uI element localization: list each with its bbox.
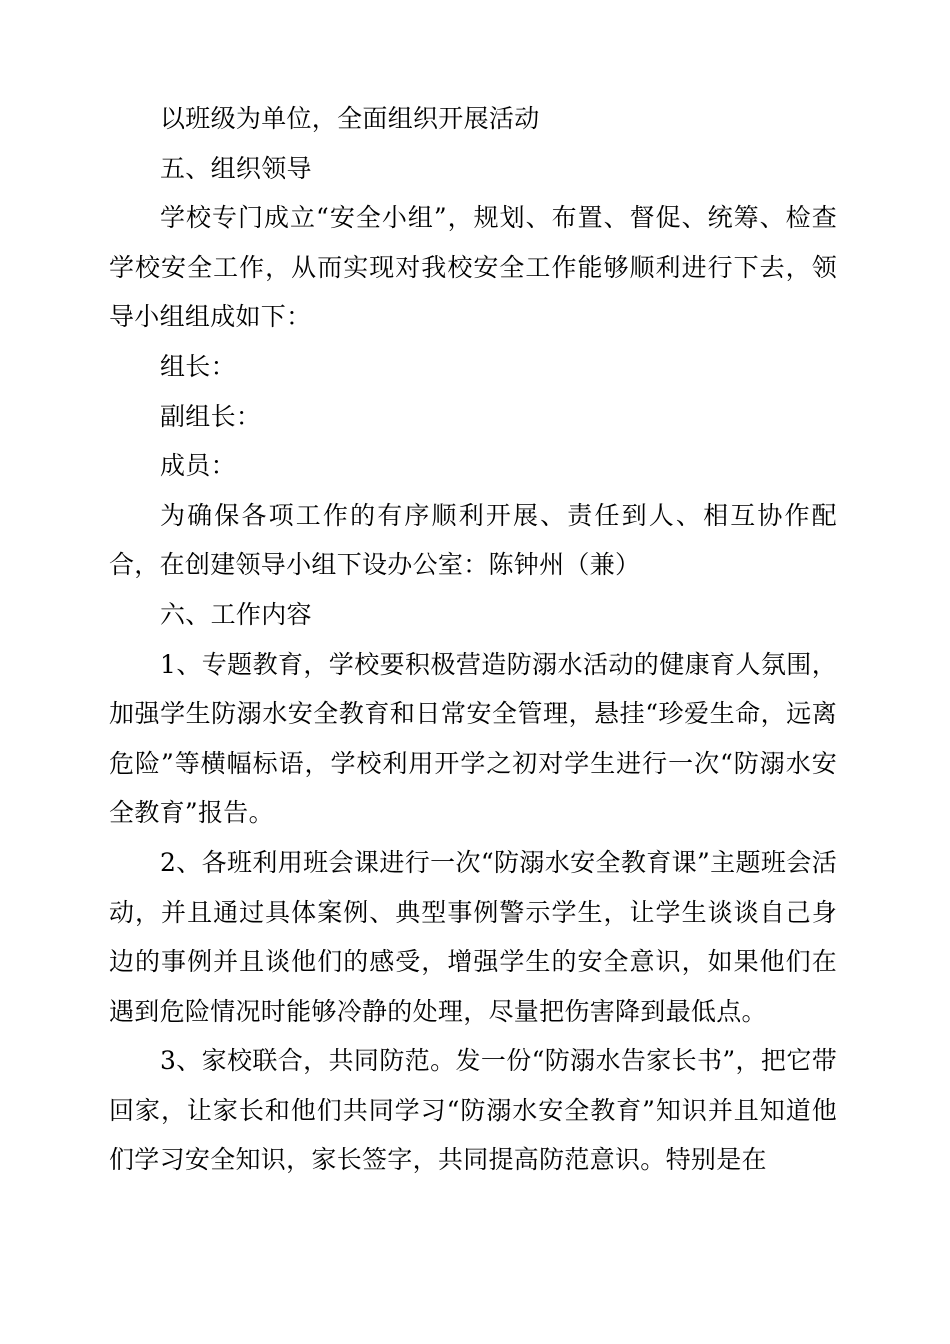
heading-work-content: 六、工作内容	[160, 599, 312, 629]
paragraph-item-2: 2、各班利用班会课进行一次“防溺水安全教育课”主题班会活动，并且通过具体案例、典型事例警示学生，让学生谈谈自己身边的事例并且谈他们的感受，增强学生的安全意识，如果他们在遇到危险情况时能够冷静的处理，尽量把伤害降到最低点。	[109, 847, 837, 1026]
heading-organization-leadership: 五、组织领导	[160, 153, 312, 183]
paragraph-activity-unit: 以班级为单位，全面组织开展活动	[160, 104, 540, 133]
paragraph-safety-group: 学校专门成立“安全小组”，规划、布置、督促、统筹、检查学校安全工作，从而实现对我校安全工作能够顺利进行下去，领导小组组成如下：	[109, 203, 837, 332]
paragraph-item-1: 1、专题教育，学校要积极营造防溺水活动的健康育人氛围，加强学生防溺水安全教育和日常安全管理，悬挂“珍爱生命，远离危险”等横幅标语，学校利用开学之初对学生进行一次“防溺水安全教育”报告。	[109, 649, 837, 828]
paragraph-group-leader: 组长：	[160, 351, 236, 381]
paragraph-office: 为确保各项工作的有序顺利开展、责任到人、相互协作配合，在创建领导小组下设办公室：陈钟州（兼）	[109, 500, 837, 580]
paragraph-members: 成员：	[160, 451, 236, 481]
paragraph-item-3: 3、家校联合，共同防范。发一份“防溺水告家长书”，把它带回家，让家长和他们共同学习“防溺水安全教育”知识并且知道他们学习安全知识，家长签字，共同提高防范意识。特别是在	[109, 1046, 837, 1175]
document-body	[109, 94, 837, 1185]
paragraph-deputy-leader: 副组长：	[160, 401, 262, 431]
